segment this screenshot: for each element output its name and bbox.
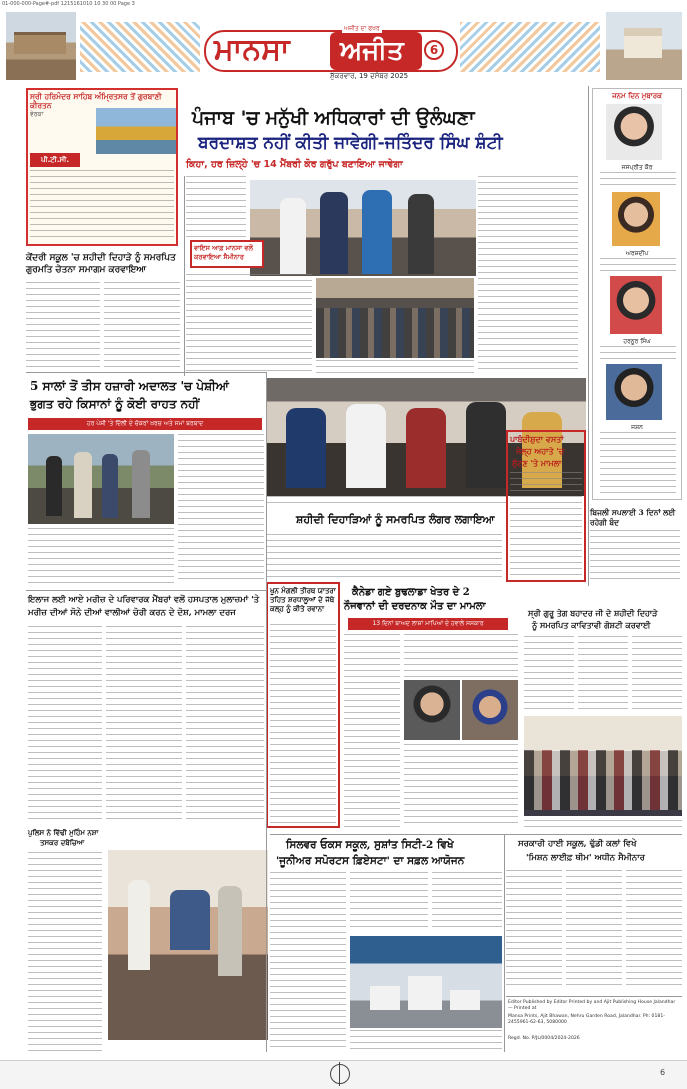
story-kendriya-body (26, 282, 100, 368)
birthday-text-1 (600, 172, 676, 186)
story-mission-life-body-1 (506, 870, 562, 990)
farmers-subhead-bar: ਹਰ ਪੇਸ਼ੀ 'ਤੇ ਦਿੱਲੀ ਦੇ ਚੱਕਰਾਂ ਖ਼ਰਚ ਅਤੇ ਸਮਾਂ ਬਰਬਾਦ (28, 418, 262, 430)
ad-title: ਸ੍ਰੀ ਹਰਿਮੰਦਰ ਸਾਹਿਬ ਅੰਮ੍ਰਿਤਸਰ ਤੋਂ ਗੁਰਬਾਣੀ ਕੀਰਤਨ (30, 92, 162, 110)
story-farmers-body-2 (28, 528, 174, 584)
story-mission-life-body-2 (566, 870, 622, 990)
print-line: 01-000-000-Page#-pdf 1215161010 10 30 00 Page 3 (2, 1, 135, 7)
footer-imprint-line1: Editor Published by Editor Printed by and Ajit Publishing House Jalandhar — Printed at (508, 1000, 676, 1011)
photo-ceremony (108, 850, 268, 1040)
birthday-photo-4 (606, 364, 662, 420)
photo-farmers (28, 434, 174, 524)
masthead-date: ਸ਼ੁੱਕਰਵਾਰ, 19 ਦਸੰਬਰ 2025 (330, 72, 409, 80)
photo-canada-youth-1 (404, 680, 460, 740)
headline-police-line2: ਤਸਕਰ ਦਬੋਚਿਆ (40, 838, 85, 847)
headline-jail-2: ਜੇਲ੍ਹ ਅਹਾਤੇ 'ਚ (516, 446, 565, 456)
footer-page-marker: 6 (660, 1068, 666, 1077)
photo-canada-youth-2 (462, 680, 518, 740)
masthead-ornament-left (80, 22, 200, 72)
story-poetry-body-2 (578, 636, 628, 712)
column-rule (504, 834, 505, 1052)
birthday-name-2: ਅਰਸ਼ਦੀਪ (625, 250, 649, 257)
birthday-photo-2 (612, 192, 660, 246)
headline-jail-1: ਪਾਬੰਦੀਸ਼ੁਦਾ ਵਸਤਾਂ (510, 434, 564, 444)
story-farmers-body (178, 434, 264, 584)
story-kendriya-body-2 (104, 282, 180, 368)
headline-hospital: ਇਲਾਜ ਲਈ ਆਏ ਮਰੀਜ਼ ਦੇ ਪਰਿਵਾਰਕ ਮੈਂਬਰਾਂ ਵਲੋਂ ਹਸਪਤਾਲ ਮੁਲਾਜ਼ਮਾਂ 'ਤੇ ਮਰੀਜ਼ ਦੀਆਂ ਸੋਨੇ ਦੀਆਂ ਵਾਲੀਆਂ ਚੋਰੀ ਕਰਨ ਦੇ ਦੋਸ਼, ਮਾਮਲਾ ਦਰਜ (28, 595, 260, 618)
birthday-text-3 (600, 346, 676, 360)
sports-caption (350, 1030, 502, 1050)
lead-headline-1: ਪੰਜਾਬ 'ਚ ਮਨੁੱਖੀ ਅਧਿਕਾਰਾਂ ਦੀ ਉਲੰਘਣਾ (192, 107, 475, 129)
masthead-paper: ਅਜੀਤ (340, 36, 404, 66)
footer-imprint-line2: Mansa Prints, Ajit Bhawan, Nehru Garden Road, Jalandhar. Ph: 0181-2455961-62-63, 5080000 (508, 1014, 665, 1025)
lead-photo-caption (316, 360, 474, 374)
story-electricity-body (590, 530, 680, 582)
birthday-name-3: ਹਰਨੂਰ ਸਿੰਘ (623, 338, 651, 345)
headline-canada-2: ਨੌਜਵਾਨਾਂ ਦੀ ਦਰਦਨਾਕ ਮੌਤ ਦਾ ਮਾਮਲਾ (344, 601, 486, 612)
story-hospital-body-2 (106, 626, 182, 824)
story-hospital-body-1 (28, 626, 102, 824)
divider (26, 590, 266, 591)
ad-image-golden-temple (96, 108, 176, 154)
story-canada-body-1 (344, 634, 400, 828)
headline-langar: ਸ਼ਹੀਦੀ ਦਿਹਾੜਿਆਂ ਨੂੰ ਸਮਰਪਿਤ ਲੰਗਰ ਲਗਾਇਆ (296, 513, 495, 526)
headline-electricity: ਬਿਜਲੀ ਸਪਲਾਈ 3 ਦਿਨਾਂ ਲਈ ਰਹੇਗੀ ਬੰਦ (590, 508, 676, 527)
headline-canada-1: ਕੈਨੇਡਾ ਗਏ ਬੁਢਲਾਡਾ ਖੇਤਰ ਦੇ 2 (352, 587, 470, 598)
masthead-photo-right (606, 12, 682, 80)
poetry-caption (524, 820, 682, 832)
story-poetry-body-3 (632, 636, 682, 712)
headline-pilgrimage: ਖੂਨ ਮੰਗਲੀ ਤੀਰਥ ਯਾਤਰਾ ਤਹਿਤ ਸ਼ਰਧਾਲੂਆਂ ਦੇ ਜੱਥੇ ਕਲ੍ਹ ਨੂੰ ਕੀਤੇ ਰਵਾਨਾ (270, 586, 336, 613)
birthday-name-1: ਜਸਪ੍ਰੀਤ ਕੌਰ (621, 164, 653, 171)
masthead-ornament-right (460, 22, 600, 72)
headline-farmers-line1: 5 ਸਾਲਾਂ ਤੋਂ ਤੀਸ ਹਜ਼ਾਰੀ ਅਦਾਲਤ 'ਚ ਪੇਸ਼ੀਆਂ (30, 379, 229, 393)
lead-kicker: ਕਿਹਾ, ਹਰ ਜ਼ਿਲ੍ਹੇ 'ਚ 14 ਮੈਂਬਰੀ ਕੋਰ ਗਰੁੱਪ ਬਣਾਇਆ ਜਾਵੇਗਾ (186, 159, 403, 170)
footer-imprint-line3: Regd. No. P/JL/0004/2024-2026 (508, 1036, 580, 1041)
story-silver-oaks-body-1 (270, 872, 346, 1052)
story-pilgrimage-body (270, 624, 336, 824)
lead-headline-2: ਬਰਦਾਸ਼ਤ ਨਹੀਂ ਕੀਤੀ ਜਾਵੇਗੀ-ਜਤਿੰਦਰ ਸਿੰਘ ਸ਼ੰਟੀ (198, 133, 503, 153)
ad-subtitle: ਵੇਰਕਾ (30, 111, 44, 118)
headline-poetry-2: ਨੂੰ ਸਮਰਪਿਤ ਕਾਵਿਤਾਵੀ ਗੋਸ਼ਟੀ ਕਰਵਾਈ (532, 620, 651, 630)
story-poetry-body-1 (524, 636, 574, 712)
ad-badge: ਪੀ.ਟੀ.ਸੀ. (30, 153, 80, 167)
headline-silver-oaks-1: ਸਿਲਵਰ ਓਕਸ ਸਕੂਲ, ਸੁਸ਼ਾਂਤ ਸਿਟੀ-2 ਵਿਖੇ (286, 839, 454, 851)
registration-mark (330, 1064, 350, 1084)
photo-lead-audience (316, 278, 474, 358)
story-silver-oaks-body-2 (350, 872, 428, 932)
headline-police-line1: ਪੁਲਿਸ ਨੇ ਵਿੱਢੀ ਮੁਹਿੰਮ ਨਸ਼ਾ (28, 828, 99, 837)
photo-poetry-group (524, 716, 682, 816)
masthead-photo-left (6, 12, 76, 80)
headline-kendriya-school: ਕੇਂਦਰੀ ਸਕੂਲ 'ਚ ਸ਼ਹੀਦੀ ਦਿਹਾੜੇ ਨੂੰ ਸਮਰਪਿਤ ਗੁਰਮਤਿ ਚੇਤਨਾ ਸਮਾਗਮ ਕਰਵਾਇਆ (26, 253, 176, 275)
birthday-photo-3 (610, 276, 662, 334)
story-langar-body (266, 534, 502, 580)
ad-body-text (30, 170, 174, 242)
headline-jail-3: ਸੁੱਟਣ 'ਤੇ ਮਾਮਲਾ (512, 458, 562, 468)
langar-caption (266, 496, 506, 508)
birthday-name-4: ਜਸ਼ਨ (631, 424, 643, 431)
story-police-body (28, 852, 102, 1052)
lead-body-col3 (478, 176, 578, 374)
birthday-text-4 (600, 432, 676, 494)
registration-cross (339, 1062, 340, 1086)
birthday-photo-1 (606, 104, 662, 160)
lead-body-col1 (186, 176, 246, 240)
lead-body-col2 (186, 274, 312, 374)
headline-silver-oaks-2: 'ਜੂਨੀਅਰ ਸਪੋਰਟਸ ਫ਼ਿਏਸਟਾ' ਦਾ ਸਫ਼ਲ ਆਯੋਜਨ (276, 855, 465, 867)
headline-poetry-1: ਸ੍ਰੀ ਗੁਰੂ ਤੇਗ ਬਹਾਦਰ ਜੀ ਦੇ ਸ਼ਹੀਦੀ ਦਿਹਾੜੇ (528, 608, 658, 618)
lead-inset-label: ਵਾਇਸ ਆਫ਼ ਮਾਨਸਾ ਵਲੋਂ ਕਰਵਾਇਆ ਸੈਮੀਨਾਰ (190, 240, 264, 268)
story-canada-body-2 (404, 634, 518, 678)
birthday-text-2 (600, 258, 676, 272)
story-hospital-body-3 (186, 626, 264, 824)
headline-mission-life-1: ਸਰਕਾਰੀ ਹਾਈ ਸਕੂਲ, ਢੁੱਡੀ ਕਲਾਂ ਵਿਖੇ (518, 839, 637, 849)
story-silver-oaks-body-3 (432, 872, 502, 932)
photo-lead-stage (250, 180, 476, 276)
headline-mission-life-2: 'ਮਿਸ਼ਨ ਲਾਈਫ਼ ਥੀਮ' ਅਧੀਨ ਸੈਮੀਨਾਰ (526, 853, 645, 863)
column-rule (266, 372, 267, 1052)
column-rule (184, 176, 185, 376)
headline-farmers-line2: ਭੁਗਤ ਰਹੇ ਕਿਸਾਨਾਂ ਨੂੰ ਕੋਈ ਰਾਹਤ ਨਹੀਂ (30, 397, 200, 411)
divider (270, 834, 682, 835)
masthead-page-number: 6 (424, 40, 444, 60)
story-jail-body (510, 472, 582, 578)
story-mission-life-body-3 (626, 870, 682, 990)
photo-sports-podium (350, 936, 502, 1028)
story-canada-body-3 (404, 744, 518, 826)
column-rule (588, 86, 589, 586)
birthday-title: ਜਨਮ ਦਿਨ ਮੁਬਾਰਕ (612, 92, 662, 100)
canada-subhead-bar: 13 ਦਿਨਾਂ ਬਾਅਦ ਲਾਸ਼ਾਂ ਮਾਪਿਆਂ ਦੇ ਹਵਾਲੇ ਸਸਕਾਰ (348, 618, 508, 630)
masthead-paper-tag: ਅਜੀਤ ਦਾ ਫਖਰ (344, 25, 380, 32)
masthead-section: ਮਾਨਸਾ (214, 32, 290, 67)
